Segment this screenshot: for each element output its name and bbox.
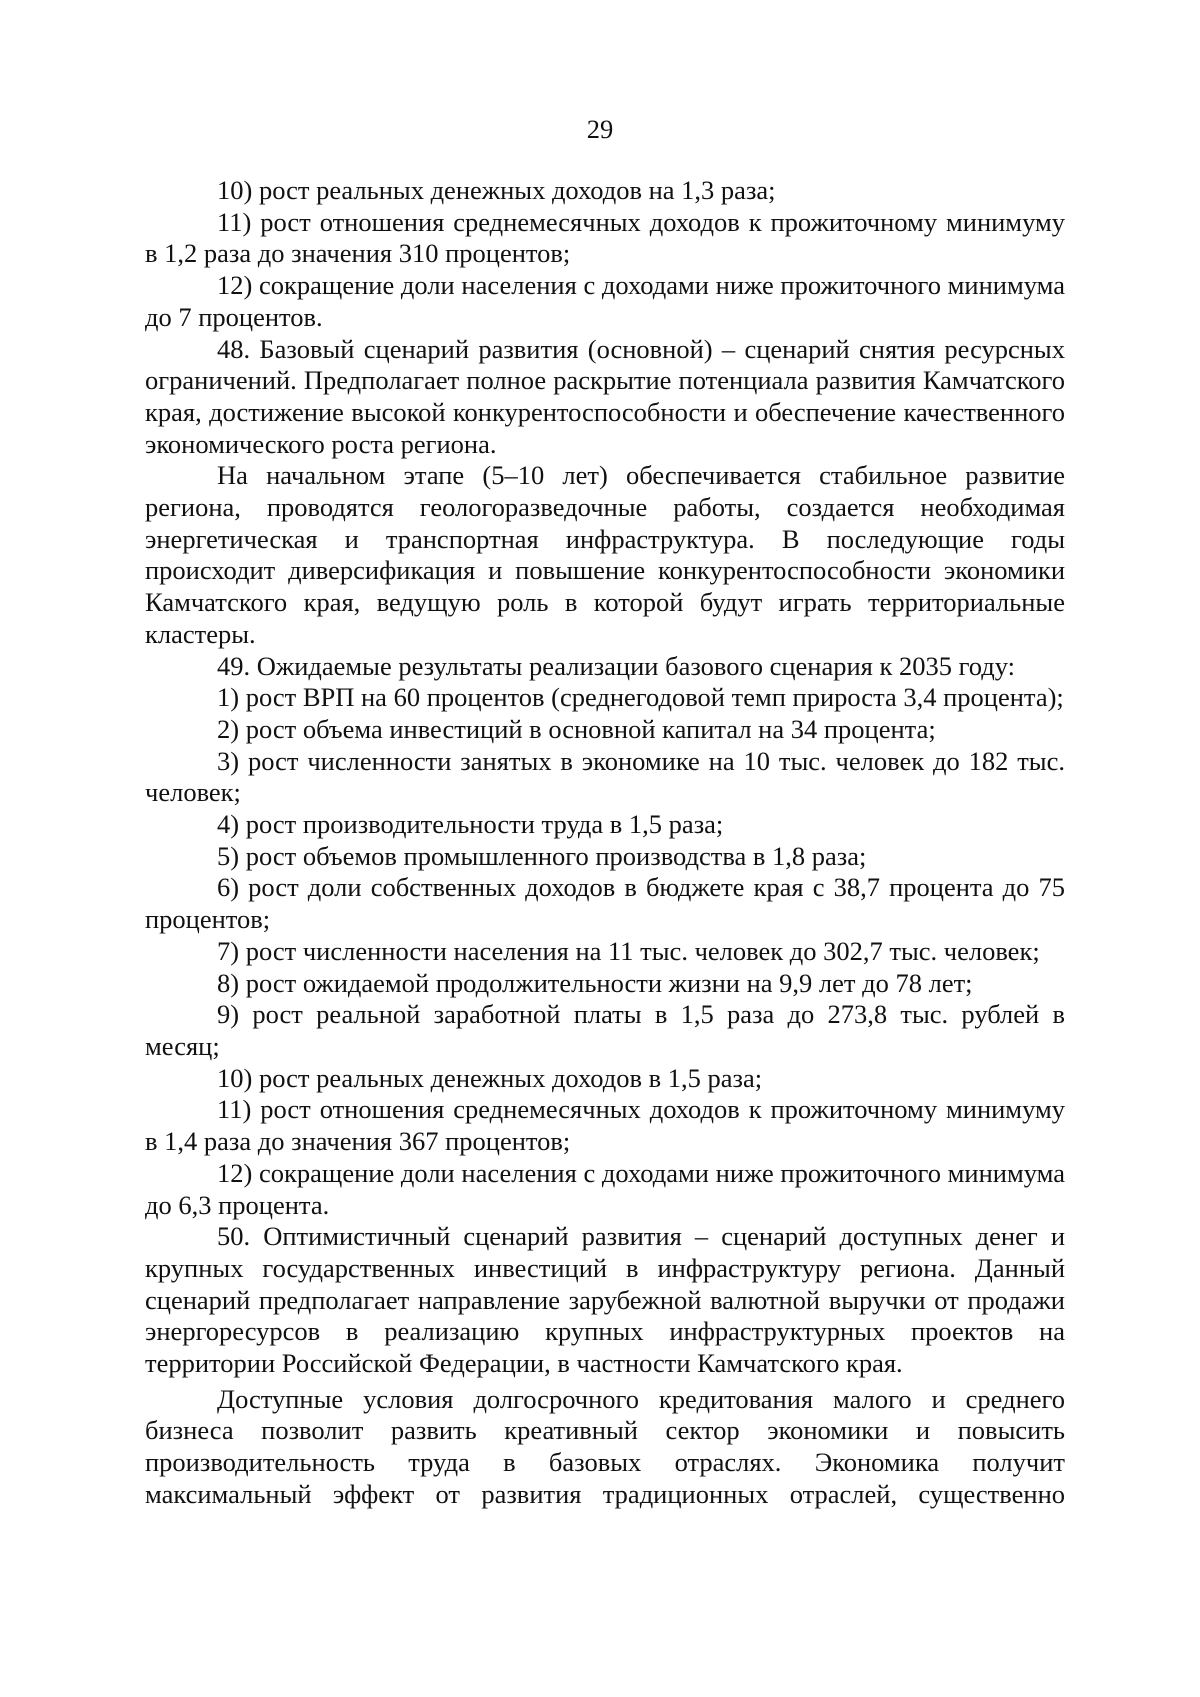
result-item-10: 10) рост реальных денежных доходов в 1,5 раза; [217, 1062, 763, 1093]
result-item-2: 2) рост объема инвестиций в основной капитал на 34 процента; [217, 713, 936, 744]
result-item-4: 4) рост производительности труда в 1,5 раза; [217, 809, 724, 840]
result-item-8: 8) рост ожидаемой продолжительности жизни на 9,9 лет до 78 лет; [217, 967, 973, 998]
paragraph-item-11-income-ratio: 11) рост отношения среднемесячных доходов к прожиточному минимуму в 1,2 раза до значения 310 процентов; [145, 206, 1065, 269]
paragraph-item-10-income: 10) рост реальных денежных доходов на 1,3 раза; [217, 175, 776, 205]
paragraph-initial-stage: На начальном этапе (5–10 лет) обеспечивается стабильное развитие региона, проводятся геологоразведочные работы, создается необходимая энергетическая и транспортная инфраструктура. В последующие годы происходит диверсификация и повышение конкурентоспособности экономики Камчатского края, ведущую роль в которой будут играть территориальные кластеры. [145, 460, 1065, 649]
result-item-12: 12) сокращение доли населения с доходами ниже прожиточного минимума до 6,3 процента. [145, 1157, 1065, 1220]
body-text [145, 175, 1065, 1511]
paragraph-50-optimistic-scenario: 50. Оптимистичный сценарий развития – сценарий доступных денег и крупных государственных инвестиций в инфраструктуру региона. Данный сценарий предполагает направление зарубежной валютной выручки от продажи энергоресурсов в реализацию крупных инфраструктурных проектов на территории Российской Федерации, в частности Камчатского края. [145, 1221, 1065, 1379]
page-number: 29 [586, 114, 614, 144]
result-item-1: 1) рост ВРП на 60 процентов (среднегодовой темп прироста 3,4 процента); [217, 682, 1064, 713]
paragraph-credit-conditions: Доступные условия долгосрочного кредитования малого и среднего бизнеса позволит развить креативный сектор экономики и повысить производительность труда в базовых отраслях. Экономика получит максимальный эффект от развития традиционных отраслей, существенно [145, 1383, 1065, 1509]
paragraph-48-base-scenario: 48. Базовый сценарий развития (основной) – сценарий снятия ресурсных ограничений. Предполагает полное раскрытие потенциала развития Камчатского края, достижение высокой конкурентоспособности и обеспечение качественного экономического роста региона. [145, 333, 1065, 459]
result-item-6: 6) рост доли собственных доходов в бюджете края с 38,7 процента до 75 процентов; [145, 872, 1065, 935]
result-item-5: 5) рост объемов промышленного производства в 1,8 раза; [217, 840, 867, 871]
result-item-7: 7) рост численности населения на 11 тыс. человек до 302,7 тыс. человек; [217, 935, 1040, 966]
result-item-3: 3) рост численности занятых в экономике на 10 тыс. человек до 182 тыс. человек; [145, 745, 1065, 808]
result-item-9: 9) рост реальной заработной платы в 1,5 раза до 273,8 тыс. рублей в месяц; [145, 999, 1065, 1061]
paragraph-49-expected-results: 49. Ожидаемые результаты реализации базового сценария к 2035 году: [217, 650, 1016, 681]
result-item-11: 11) рост отношения среднемесячных доходов к прожиточному минимуму в 1,4 раза до значения 367 процентов; [145, 1094, 1065, 1157]
paragraph-item-12-poverty-share: 12) сокращение доли населения с доходами ниже прожиточного минимума до 7 процентов. [145, 270, 1065, 332]
